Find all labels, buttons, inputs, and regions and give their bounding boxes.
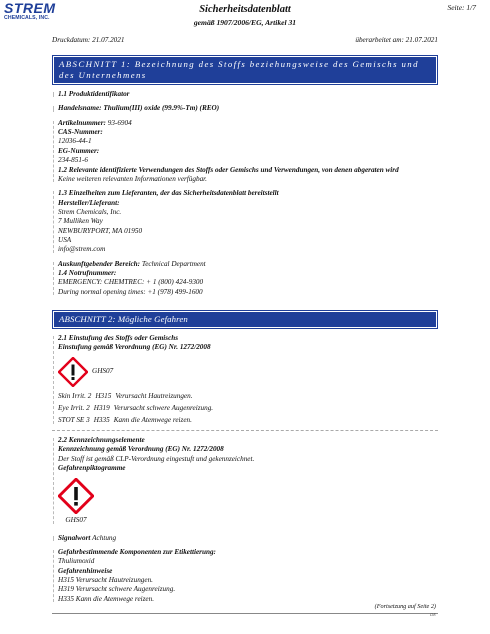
ghs-code: GHS07 [65, 516, 87, 525]
components-value: Thuliumoxid [58, 557, 95, 566]
label-elements-text: Der Stoff ist gemäß CLP-Verordnung eingestuft und gekennzeichnet. [58, 454, 255, 463]
hazard-note: H319 Verursacht schwere Augenreizung. [58, 585, 176, 594]
supplier-title: 1.3 Einzelheiten zum Lieferanten, der das Sicherheitsdatenblatt bereitstellt [58, 189, 279, 198]
article-label: Artikelnummer: [58, 118, 106, 127]
uses-value: Keine weiteren relevanten Informationen verfügbar. [58, 174, 207, 183]
emergency-line-2: During normal opening times: +1 (978) 499-1600 [58, 287, 203, 296]
emergency-line-1: EMERGENCY: CHEMTREC: + 1 (800) 424-9300 [58, 278, 204, 287]
hazard-row [58, 404, 438, 413]
components-block [52, 548, 438, 604]
hazard-note: H335 Kann die Atemwege reizen. [58, 594, 155, 603]
components-title: Gefahrbestimmende Komponenten zur Etikettierung: [58, 547, 216, 556]
eg-value: 234-851-6 [58, 156, 88, 165]
ghs-row-1 [58, 357, 438, 387]
supplier-line: 7 Mulliken Way [58, 217, 103, 226]
exclamation-mark-icon [58, 357, 88, 387]
hazard-code: H315 [95, 391, 112, 400]
hazard-code: H319 [93, 404, 110, 413]
footer-rule [52, 613, 438, 614]
hazard-class: Eye Irrit. 2 [58, 404, 90, 413]
hazard-text: Verursacht schwere Augenreizung. [113, 404, 214, 413]
document-subtitle: gemäß 1907/2006/EG, Artikel 31 [193, 18, 297, 27]
supplier-label: Hersteller/Lieferant: [58, 198, 120, 207]
signal-word-value: Achtung [92, 533, 117, 542]
revised-date: überarbeitet am: 21.07.2021 [355, 36, 438, 44]
trade-name-block [52, 104, 438, 113]
cas-label: CAS-Nummer: [58, 128, 103, 137]
hazard-code: H335 [93, 416, 110, 425]
emergency-title: 1.4 Notrufnummer: [58, 269, 117, 278]
supplier-line: Strem Chemicals, Inc. [58, 207, 122, 216]
signal-word-label: Signalwort [58, 533, 91, 542]
trade-name-value: Thulium(III) oxide (99.9%-Tm) (REO) [103, 104, 220, 113]
logo-word: STREM [4, 0, 56, 16]
info-value: Technical Department [141, 259, 206, 268]
label-elements-subtitle: Kennzeichnung gemäß Verordnung (EG) Nr. 1272/2008 [58, 445, 224, 454]
product-identifier-title: 1.1 Produktidentifikator [58, 90, 130, 98]
ghs-pictogram-2 [58, 478, 94, 525]
emergency-block [52, 260, 438, 297]
document-title: Sicherheitsdatenblatt [199, 4, 291, 15]
hazard-class: STOT SE 3 [58, 416, 90, 425]
identifiers-block [52, 119, 438, 185]
classification-block [52, 334, 438, 426]
exclamation-mark-icon [58, 478, 94, 514]
section-2 [52, 310, 438, 604]
logo-subtitle: CHEMICALS, INC. [4, 15, 50, 21]
signal-word-block [52, 534, 438, 543]
cas-value: 12036-44-1 [58, 137, 92, 146]
pictogram-title: Gefahrenpiktogramme [58, 463, 126, 472]
section-1 [52, 55, 438, 297]
hazard-class: Skin Irrit. 2 [58, 391, 92, 400]
continued-note: (Fortsetzung auf Seite 2) [374, 603, 436, 610]
hazard-notes-title: Gefahrenhinweise [58, 566, 113, 575]
label-elements-block [52, 436, 438, 526]
supplier-block [52, 189, 438, 255]
uses-title: 1.2 Relevante identifizierte Verwendungen des Stoffs oder Gemischs und Verwendungen, von denen abgeraten wird [58, 165, 399, 174]
info-label: Auskunftgebender Bereich: [58, 259, 141, 268]
hazard-text: Verursacht Hautreizungen. [115, 391, 193, 400]
article-value: 93-6904 [107, 118, 132, 127]
print-date: Druckdatum: 21.07.2021 [52, 36, 125, 44]
trade-name-label: Handelsname: [58, 104, 102, 113]
hazard-row [58, 416, 438, 425]
supplier-line: USA [58, 236, 72, 245]
hazard-note: H315 Verursacht Hautreizungen. [58, 576, 153, 585]
supplier-line: NEWBURYPORT, MA 01950 [58, 226, 143, 235]
eg-label: EG-Nummer: [58, 146, 100, 155]
date-row [52, 36, 438, 45]
page-number: Seite: 1/7 [447, 3, 476, 12]
section-1-heading: ABSCHNITT 1: Bezeichnung des Stoffs beziehungsweise des Gemischs und des Unternehmens [52, 55, 438, 85]
classification-title: 2.1 Einstufung des Stoffs oder Gemischs [58, 334, 179, 342]
hazard-row [58, 392, 438, 401]
product-identifier-block [52, 90, 438, 99]
ghs-code: GHS07 [92, 367, 114, 376]
classification-subtitle: Einstufung gemäß Verordnung (EG) Nr. 1272/2008 [58, 343, 211, 352]
language-code: DE [430, 612, 436, 617]
section-2-heading: ABSCHNITT 2: Mögliche Gefahren [52, 310, 438, 329]
supplier-email: info@strem.com [58, 245, 106, 254]
divider [52, 430, 438, 431]
hazard-text: Kann die Atemwege reizen. [113, 416, 192, 425]
label-elements-title: 2.2 Kennzeichnungselemente [58, 435, 145, 444]
